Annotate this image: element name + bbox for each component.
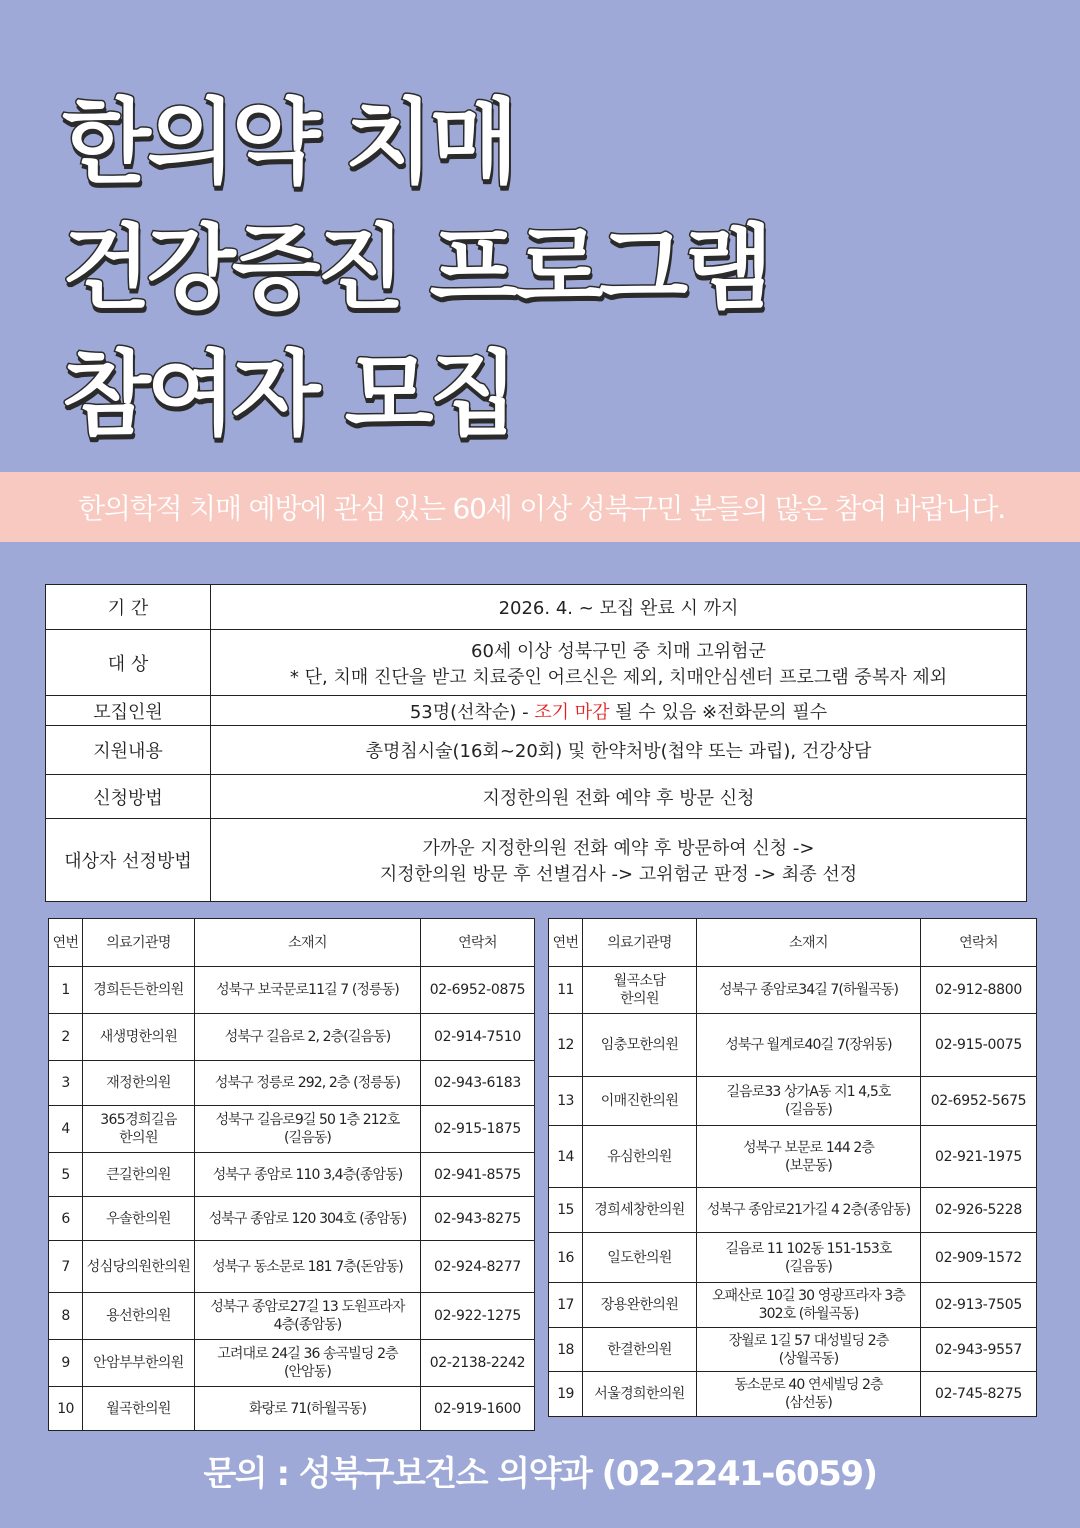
clinic-no: 8: [49, 1293, 83, 1340]
target-label: 대 상: [46, 630, 211, 696]
clinic-tel: 02-909-1572: [921, 1233, 1037, 1283]
header-no: 연번: [549, 919, 583, 967]
clinic-addr: 성북구 보문로 144 2층 (보문동): [697, 1126, 921, 1188]
clinic-name: 유심한의원: [583, 1126, 697, 1188]
clinic-name: 용선한의원: [83, 1293, 195, 1340]
clinic-name: 월곡소담 한의원: [583, 967, 697, 1014]
clinic-tel: 02-915-1875: [421, 1106, 535, 1153]
clinic-name: 한결한의원: [583, 1328, 697, 1372]
header-name: 의료기관명: [583, 919, 697, 967]
select-value: [211, 819, 1027, 902]
clinic-tel: 02-926-5228: [921, 1188, 1037, 1233]
clinic-row: [549, 1126, 1037, 1188]
clinic-row: [549, 1077, 1037, 1126]
clinic-addr: 길음로33 상가A동 지1 4,5호 (길음동): [697, 1077, 921, 1126]
clinic-no: 6: [49, 1197, 83, 1241]
clinic-tel: 02-921-1975: [921, 1126, 1037, 1188]
clinic-name: 재정한의원: [83, 1061, 195, 1106]
info-row-period: [46, 585, 1027, 630]
clinic-tel: 02-915-0075: [921, 1014, 1037, 1077]
period-label: 기 간: [46, 585, 211, 630]
clinic-tel: 02-6952-0875: [421, 967, 535, 1014]
info-row-target: [46, 630, 1027, 696]
clinic-addr: 길음로 11 102동 151-153호 (길음동): [697, 1233, 921, 1283]
clinic-header-row: [49, 919, 535, 967]
count-note: 될 수 있음 ※전화문의 필수: [609, 701, 828, 723]
clinic-no: 4: [49, 1106, 83, 1153]
clinic-row: [549, 1328, 1037, 1372]
title-line-1: 한의약 치매: [62, 89, 515, 196]
clinic-no: 16: [549, 1233, 583, 1283]
period-value: 2026. 4. ~ 모집 완료 시 까지: [211, 585, 1027, 630]
clinic-addr: 성북구 종암로34길 7(하월곡동): [697, 967, 921, 1014]
clinic-tel: 02-922-1275: [421, 1293, 535, 1340]
clinic-addr: 화랑로 71(하월곡동): [195, 1387, 421, 1431]
header-addr: 소재지: [195, 919, 421, 967]
clinic-name: 임충모한의원: [583, 1014, 697, 1077]
subtitle-text: 한의학적 치매 예방에 관심 있는 60세 이상 성북구민 분들의 많은 참여 바랍니다.: [78, 492, 1005, 525]
clinic-no: 5: [49, 1153, 83, 1197]
clinic-no: 14: [549, 1126, 583, 1188]
info-row-select: [46, 819, 1027, 902]
clinic-tel: 02-943-9557: [921, 1328, 1037, 1372]
clinic-tel: 02-943-6183: [421, 1061, 535, 1106]
clinic-addr: 성북구 월계로40길 7(장위동): [697, 1014, 921, 1077]
clinic-addr: 성북구 동소문로 181 7층(돈암동): [195, 1241, 421, 1293]
clinic-name: 이매진한의원: [583, 1077, 697, 1126]
header-addr: 소재지: [697, 919, 921, 967]
header-tel: 연락처: [421, 919, 535, 967]
clinic-row: [49, 1061, 535, 1106]
clinic-row: [49, 1153, 535, 1197]
clinic-no: 9: [49, 1340, 83, 1387]
clinic-name: 365경희길음 한의원: [83, 1106, 195, 1153]
clinic-row: [49, 1241, 535, 1293]
target-value: [211, 630, 1027, 696]
clinic-name: 월곡한의원: [83, 1387, 195, 1431]
clinic-addr: 오패산로 10길 30 영광프라자 3층 302호 (하월곡동): [697, 1283, 921, 1328]
clinic-row: [49, 1197, 535, 1241]
clinic-row: [49, 1014, 535, 1061]
header-name: 의료기관명: [83, 919, 195, 967]
page-title: [62, 80, 769, 458]
clinic-name: 성심당의원한의원: [83, 1241, 195, 1293]
title-line-2: 건강증진 프로그램: [62, 215, 770, 322]
clinic-tel: 02-914-7510: [421, 1014, 535, 1061]
clinic-no: 12: [549, 1014, 583, 1077]
clinic-rows-right: [549, 967, 1037, 1417]
clinic-addr: 성북구 종암로 110 3,4층(종암동): [195, 1153, 421, 1197]
clinic-tel: 02-2138-2242: [421, 1340, 535, 1387]
clinic-no: 3: [49, 1061, 83, 1106]
title-line-3: 참여자 모집: [62, 341, 515, 448]
clinic-row: [549, 1233, 1037, 1283]
header-tel: 연락처: [921, 919, 1037, 967]
clinic-name: 경희세창한의원: [583, 1188, 697, 1233]
clinic-addr: 성북구 종암로 120 304호 (종암동): [195, 1197, 421, 1241]
support-label: 지원내용: [46, 726, 211, 775]
apply-label: 신청방법: [46, 775, 211, 819]
clinic-addr: 성북구 길음로9길 50 1층 212호 (길음동): [195, 1106, 421, 1153]
clinic-table-left: [48, 918, 535, 1431]
clinic-name: 일도한의원: [583, 1233, 697, 1283]
subtitle-band: [0, 472, 1080, 542]
early-close-text: 조기 마감: [534, 701, 610, 723]
select-line-1: 가까운 지정한의원 전화 예약 후 방문하여 신청 ->: [422, 838, 815, 859]
count-text: 53명(선착순) -: [409, 701, 535, 723]
clinic-row: [49, 1340, 535, 1387]
clinic-name: 새생명한의원: [83, 1014, 195, 1061]
clinic-tel: 02-745-8275: [921, 1372, 1037, 1417]
clinic-addr: 성북구 길음로 2, 2층(길음동): [195, 1014, 421, 1061]
count-label: 모집인원: [46, 696, 211, 726]
clinic-tel: 02-919-1600: [421, 1387, 535, 1431]
clinic-tel: 02-913-7505: [921, 1283, 1037, 1328]
contact-info: 문의 : 성북구보건소 의약과 (02-2241-6059): [203, 1454, 877, 1494]
clinic-name: 큰길한의원: [83, 1153, 195, 1197]
clinic-addr: 성북구 종암로21가길 4 2층(종암동): [697, 1188, 921, 1233]
clinic-row: [49, 1387, 535, 1431]
header-no: 연번: [49, 919, 83, 967]
clinic-addr: 성북구 보국문로11길 7 (정릉동): [195, 967, 421, 1014]
clinic-row: [549, 967, 1037, 1014]
clinic-no: 1: [49, 967, 83, 1014]
clinic-addr: 고려대로 24길 36 송곡빌딩 2층 (안암동): [195, 1340, 421, 1387]
clinic-name: 안암부부한의원: [83, 1340, 195, 1387]
program-info-table: [45, 584, 1027, 902]
info-row-apply: [46, 775, 1027, 819]
clinic-row: [49, 1106, 535, 1153]
clinic-name: 서울경희한의원: [583, 1372, 697, 1417]
clinic-table-right: [548, 918, 1037, 1417]
info-row-count: [46, 696, 1027, 726]
clinic-addr: 성북구 종암로27길 13 도원프라자 4층(종암동): [195, 1293, 421, 1340]
clinic-no: 10: [49, 1387, 83, 1431]
clinic-tel: 02-6952-5675: [921, 1077, 1037, 1126]
clinic-name: 우솔한의원: [83, 1197, 195, 1241]
clinic-header-row: [549, 919, 1037, 967]
clinic-no: 19: [549, 1372, 583, 1417]
support-value: 총명침시술(16회~20회) 및 한약처방(첩약 또는 과립), 건강상담: [211, 726, 1027, 775]
clinic-row: [549, 1283, 1037, 1328]
info-row-support: [46, 726, 1027, 775]
target-line-1: 60세 이상 성북구민 중 치매 고위험군: [471, 640, 766, 662]
count-value: [211, 696, 1027, 726]
clinic-tel: 02-943-8275: [421, 1197, 535, 1241]
clinic-no: 18: [549, 1328, 583, 1372]
clinic-no: 2: [49, 1014, 83, 1061]
clinic-addr: 장월로 1길 57 대성빌딩 2층 (상월곡동): [697, 1328, 921, 1372]
clinic-no: 17: [549, 1283, 583, 1328]
clinic-no: 13: [549, 1077, 583, 1126]
clinic-rows-left: [49, 967, 535, 1431]
clinic-no: 15: [549, 1188, 583, 1233]
clinic-name: 장용완한의원: [583, 1283, 697, 1328]
clinic-addr: 동소문로 40 연세빌딩 2층 (삼선동): [697, 1372, 921, 1417]
clinic-no: 7: [49, 1241, 83, 1293]
clinic-no: 11: [549, 967, 583, 1014]
clinic-addr: 성북구 정릉로 292, 2층 (정릉동): [195, 1061, 421, 1106]
clinic-row: [49, 1293, 535, 1340]
clinic-row: [549, 1014, 1037, 1077]
target-line-2: * 단, 치매 진단을 받고 치료중인 어르신은 제외, 치매안심센터 프로그램 중복자 제외: [289, 666, 948, 688]
clinic-row: [49, 967, 535, 1014]
clinic-row: [549, 1372, 1037, 1417]
select-label: 대상자 선정방법: [46, 819, 211, 902]
apply-value: 지정한의원 전화 예약 후 방문 신청: [211, 775, 1027, 819]
clinic-tel: 02-912-8800: [921, 967, 1037, 1014]
clinic-name: 경희든든한의원: [83, 967, 195, 1014]
clinic-tel: 02-924-8277: [421, 1241, 535, 1293]
select-line-2: 지정한의원 방문 후 선별검사 -> 고위험군 판정 -> 최종 선정: [379, 864, 858, 885]
clinic-tel: 02-941-8575: [421, 1153, 535, 1197]
clinic-row: [549, 1188, 1037, 1233]
